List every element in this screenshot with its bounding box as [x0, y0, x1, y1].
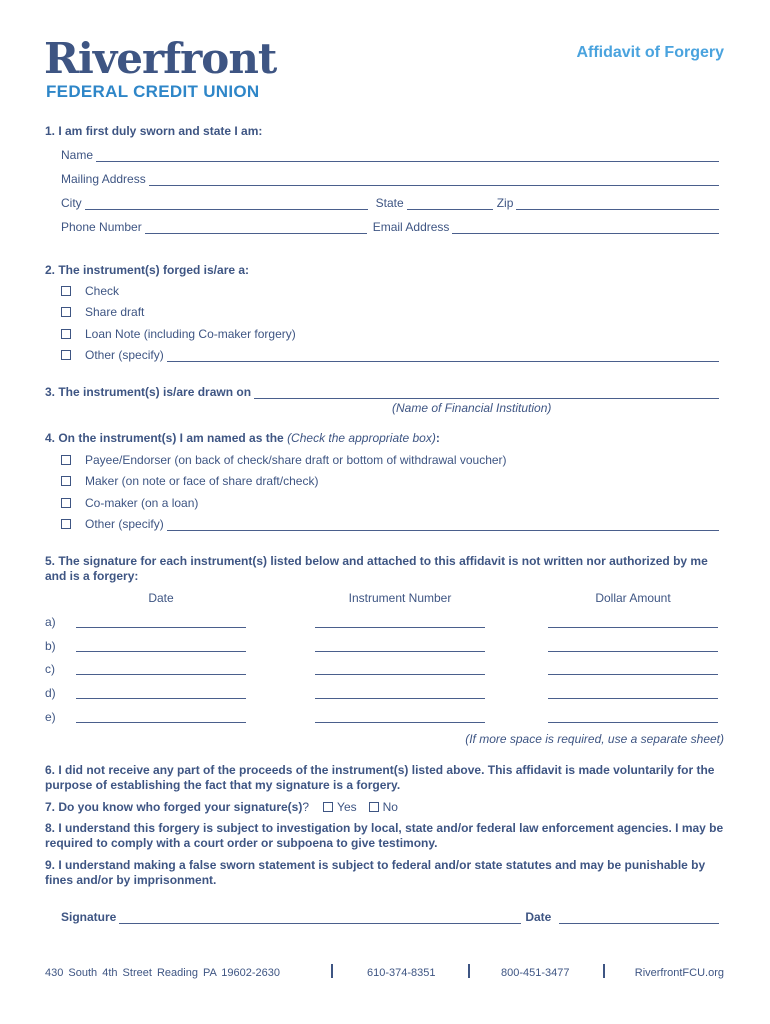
footer-address: 430 South 4th Street Reading PA 19602-2630 [45, 967, 281, 979]
section-7-heading: 7. Do you know who forged your signature(s) [45, 800, 303, 814]
option-label: Payee/Endorser (on back of check/share draft or bottom of withdrawal voucher) [85, 453, 507, 467]
option-check[interactable] [61, 284, 119, 298]
role-maker[interactable] [61, 474, 318, 488]
option-label: Check [85, 284, 120, 298]
date-field-b[interactable] [76, 651, 246, 652]
financial-institution-field[interactable] [254, 385, 719, 399]
dollar-amount-field-d[interactable] [548, 698, 718, 699]
document-title: Affidavit of Forgery [576, 44, 724, 61]
footer-phone-local: 610-374-8351 [367, 967, 436, 979]
row-label-c: c) [45, 662, 55, 676]
city-state-zip-row [61, 196, 719, 210]
section-3-row [45, 385, 719, 399]
signature-date-field[interactable] [559, 910, 719, 924]
role-other[interactable] [61, 517, 719, 531]
section-1-heading: 1. I am first duly sworn and state I am: [45, 124, 263, 138]
section-2-heading: 2. The instrument(s) forged is/are a: [45, 263, 250, 277]
option-loan-note[interactable] [61, 327, 296, 341]
other-specify-field[interactable] [167, 517, 719, 531]
column-header-instrument-number: Instrument Number [348, 591, 452, 605]
option-label: Co-maker (on a loan) [85, 496, 199, 510]
signature-field[interactable] [119, 910, 521, 924]
no-checkbox-icon[interactable] [369, 802, 379, 812]
checkbox-icon[interactable] [61, 519, 71, 529]
section-4-heading [45, 431, 440, 446]
date-field-d[interactable] [76, 698, 246, 699]
checkbox-icon[interactable] [61, 286, 71, 296]
dollar-amount-field-e[interactable] [548, 722, 718, 723]
checkbox-icon[interactable] [61, 476, 71, 486]
row-label-a: a) [45, 615, 56, 629]
column-header-date: Date [148, 591, 174, 605]
row-label-d: d) [45, 686, 56, 700]
section-6-heading: 6. I did not receive any part of the proceeds of the instrument(s) listed above. This affidavit is made voluntarily for the purpose of establishing the fact that my signature is a forgery. [45, 763, 715, 792]
signature-row [61, 910, 719, 924]
option-other[interactable] [61, 348, 719, 362]
option-label: Other (specify) [85, 348, 164, 362]
section-4-colon: : [435, 431, 440, 445]
footer-phone-tollfree: 800-451-3477 [501, 967, 570, 979]
mailing-address-field[interactable] [149, 172, 719, 186]
instrument-number-field-e[interactable] [315, 722, 485, 723]
option-share-draft[interactable] [61, 305, 144, 319]
phone-email-row [61, 220, 719, 234]
section-8-heading: 8. I understand this forgery is subject to investigation by local, state and/or federal law enforcement agencies. I may be required to comply with a court order or subpoena to give testimony. [45, 821, 724, 850]
footer-separator [331, 964, 333, 978]
dollar-amount-field-a[interactable] [548, 627, 718, 628]
email-label: Email Address [372, 220, 450, 234]
row-label-e: e) [45, 710, 56, 724]
yes-checkbox-icon[interactable] [323, 802, 333, 812]
instrument-number-field-a[interactable] [315, 627, 485, 628]
section-7-question-mark: ? [302, 800, 310, 814]
footer-website[interactable]: RiverfrontFCU.org [634, 967, 724, 979]
logo-wordmark: Riverfront [44, 34, 277, 83]
row-label-b: b) [45, 639, 56, 653]
option-label: Share draft [85, 305, 145, 319]
option-label: Maker (on note or face of share draft/check) [85, 474, 319, 488]
dollar-amount-field-b[interactable] [548, 651, 718, 652]
instrument-number-field-b[interactable] [315, 651, 485, 652]
name-label: Name [61, 148, 94, 162]
other-specify-field[interactable] [167, 348, 719, 362]
extra-space-note: (If more space is required, use a separate sheet) [465, 732, 724, 746]
mailing-address-row [61, 172, 719, 186]
signature-label: Signature [61, 910, 117, 924]
date-label: Date [525, 910, 552, 924]
checkbox-icon[interactable] [61, 498, 71, 508]
name-field[interactable] [96, 148, 719, 162]
checkbox-icon[interactable] [61, 350, 71, 360]
dollar-amount-field-c[interactable] [548, 674, 718, 675]
city-label: City [61, 196, 82, 210]
email-field[interactable] [452, 220, 719, 234]
role-payee[interactable] [61, 453, 507, 467]
section-3-heading: 3. The instrument(s) is/are drawn on [45, 385, 252, 399]
checkbox-icon[interactable] [61, 455, 71, 465]
date-field-a[interactable] [76, 627, 246, 628]
financial-institution-caption: (Name of Financial Institution) [392, 401, 552, 415]
zip-label: Zip [496, 196, 514, 210]
date-field-e[interactable] [76, 722, 246, 723]
section-9-heading: 9. I understand making a false sworn statement is subject to federal and/or state statutes and may be punishable by fines and/or by imprisonment. [45, 858, 706, 887]
checkbox-icon[interactable] [61, 329, 71, 339]
phone-label: Phone Number [61, 220, 142, 234]
date-field-c[interactable] [76, 674, 246, 675]
checkbox-icon[interactable] [61, 307, 71, 317]
logo-subtitle: FEDERAL CREDIT UNION [46, 82, 260, 101]
column-header-dollar-amount: Dollar Amount [595, 591, 671, 605]
instrument-number-field-d[interactable] [315, 698, 485, 699]
option-label: Other (specify) [85, 517, 164, 531]
option-label: Loan Note (including Co-maker forgery) [85, 327, 296, 341]
instrument-number-field-c[interactable] [315, 674, 485, 675]
state-label: State [375, 196, 404, 210]
section-7-row [45, 800, 398, 814]
section-5-heading: 5. The signature for each instrument(s) listed below and attached to this affidavit is not written nor authorized by me and is a forgery: [45, 554, 708, 583]
footer-separator [603, 964, 605, 978]
yes-label: Yes [337, 800, 357, 814]
no-label: No [382, 800, 398, 814]
state-field[interactable] [407, 196, 493, 210]
zip-field[interactable] [516, 196, 719, 210]
section-4-instruction: (Check the appropriate box) [287, 431, 436, 445]
footer-separator [468, 964, 470, 978]
name-row [61, 148, 719, 162]
mailing-address-label: Mailing Address [61, 172, 146, 186]
role-co-maker[interactable] [61, 496, 198, 510]
city-field[interactable] [85, 196, 368, 210]
section-4-heading-text: 4. On the instrument(s) I am named as the [45, 431, 284, 445]
phone-field[interactable] [145, 220, 367, 234]
